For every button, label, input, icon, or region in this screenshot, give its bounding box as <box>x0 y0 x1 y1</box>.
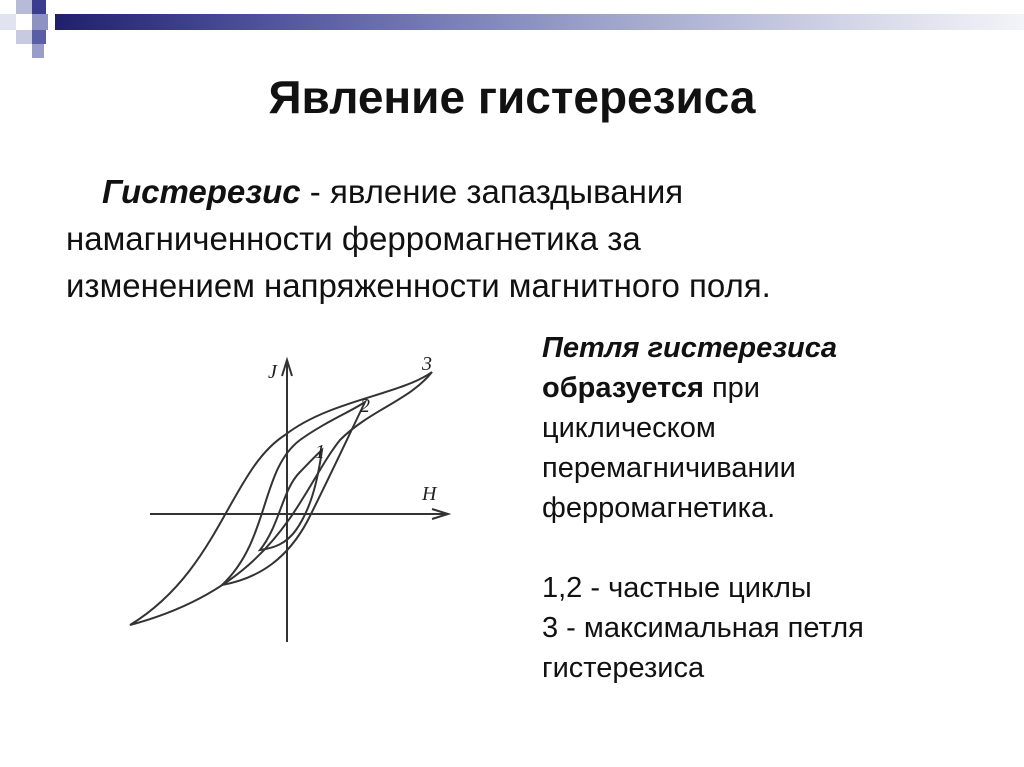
deco-square <box>32 44 44 58</box>
definition-paragraph <box>66 168 966 309</box>
spacer <box>542 528 962 568</box>
loop-desc-line-2 <box>542 368 962 408</box>
definition-line-1-rest: - явление запаздывания <box>300 173 684 210</box>
loop-1-curve <box>260 450 322 550</box>
top-gradient-bar <box>55 14 1024 30</box>
loop-3-curve <box>130 372 432 625</box>
slide-title: Явление гистерезиса <box>268 71 756 123</box>
deco-square <box>32 14 48 30</box>
loop-desc-bold-word: образуется <box>542 372 704 404</box>
deco-square <box>32 30 46 44</box>
loop-label-3: 3 <box>422 353 432 375</box>
legend-line-2: 3 - максимальная петля <box>542 612 864 644</box>
loop-desc-line-1: Петля гистерезиса <box>542 332 838 364</box>
legend-line-3: гистерезиса <box>542 652 705 684</box>
deco-square <box>16 30 32 44</box>
legend-line-1: 1,2 - частные циклы <box>542 572 812 604</box>
hysteresis-diagram <box>110 340 470 660</box>
loop-label-1: 1 <box>315 441 325 463</box>
deco-square <box>32 0 46 14</box>
loop-desc-line-2-rest: при <box>703 372 760 404</box>
definition-line-3: изменением напряженности магнитного поля. <box>66 267 771 304</box>
loop-label-2: 2 <box>360 395 370 417</box>
loop-desc-line-5: ферромагнетика. <box>542 492 776 524</box>
deco-square <box>0 14 16 30</box>
definition-line-1 <box>66 168 966 215</box>
axis-y-label: J <box>268 361 277 383</box>
axis-x-label: H <box>422 483 437 505</box>
definition-line-2: намагниченности ферромагнетика за <box>66 220 641 257</box>
loop-description <box>542 328 962 688</box>
corner-decoration <box>0 0 1024 60</box>
loop-desc-line-4: перемагничивании <box>542 452 796 484</box>
deco-square <box>16 0 32 14</box>
loop-desc-line-3: циклическом <box>542 412 716 444</box>
definition-term: Гистерезис <box>102 173 301 210</box>
deco-square <box>16 14 32 30</box>
hysteresis-svg <box>110 340 470 660</box>
